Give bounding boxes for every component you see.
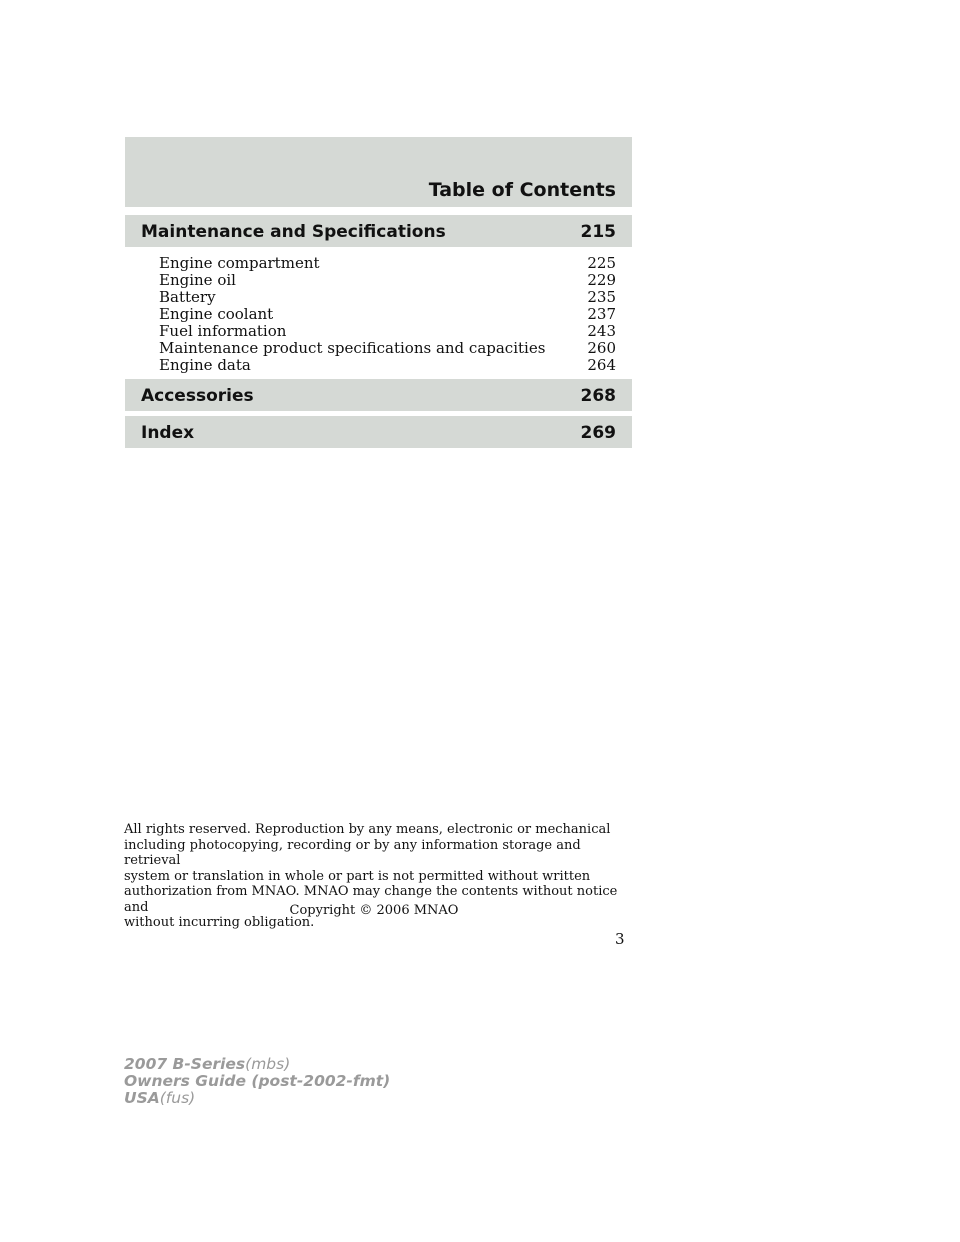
section-page-number: 268 xyxy=(580,386,616,406)
document-footer xyxy=(124,1056,390,1107)
entry-page-number: 264 xyxy=(587,356,616,374)
entry-page-number: 235 xyxy=(587,288,616,306)
footer-line-market xyxy=(124,1090,390,1107)
entry-label: Fuel information xyxy=(159,322,287,340)
copyright-line: including photocopying, recording or by any information storage and retrieval xyxy=(124,837,581,868)
entry-page-number: 260 xyxy=(587,339,616,357)
copyright-line: without incurring obligation. xyxy=(124,915,315,930)
entry-label: Engine compartment xyxy=(159,254,320,272)
section-title: Maintenance and Specifications xyxy=(141,222,446,242)
toc-entry[interactable] xyxy=(159,323,616,340)
entry-page-number: 243 xyxy=(587,322,616,340)
section-title: Index xyxy=(141,423,195,443)
page-title: Table of Contents xyxy=(428,179,616,201)
entry-label: Engine data xyxy=(159,356,251,374)
page-number: 3 xyxy=(615,930,625,948)
toc-entry[interactable] xyxy=(159,289,616,306)
footer-market: USA xyxy=(124,1089,160,1107)
copyright-notice: Copyright © 2006 MNAO xyxy=(289,903,459,918)
toc-entry[interactable] xyxy=(159,255,616,272)
toc-header-bar xyxy=(125,137,632,207)
section-title: Accessories xyxy=(141,386,254,406)
entry-label: Maintenance product specifications and capacities xyxy=(159,339,546,357)
toc-section-index[interactable] xyxy=(125,416,632,448)
entry-label: Engine oil xyxy=(159,271,236,289)
toc-entry[interactable] xyxy=(159,357,616,374)
toc-entry[interactable] xyxy=(159,272,616,289)
section-page-number: 269 xyxy=(580,423,616,443)
toc-section-accessories[interactable] xyxy=(125,379,632,411)
entry-label: Battery xyxy=(159,288,216,306)
footer-model: 2007 B-Series xyxy=(124,1055,246,1073)
copyright-line: authorization from MNAO. MNAO may change the contents without notice and xyxy=(124,884,618,915)
toc-entry[interactable] xyxy=(159,340,616,357)
copyright-line: All rights reserved. Reproduction by any means, electronic or mechanical xyxy=(124,822,611,837)
toc-entry-list xyxy=(159,255,616,374)
toc-entry[interactable] xyxy=(159,306,616,323)
section-page-number: 215 xyxy=(580,222,616,242)
toc-section-maintenance[interactable] xyxy=(125,215,632,247)
footer-line-model xyxy=(124,1056,390,1073)
entry-page-number: 229 xyxy=(587,271,616,289)
footer-model-code: (mbs) xyxy=(245,1055,291,1073)
copyright-line: system or translation in whole or part is not permitted without written xyxy=(124,868,591,884)
entry-page-number: 225 xyxy=(587,254,616,272)
footer-guide: Owners Guide (post-2002-fmt) xyxy=(124,1072,391,1090)
entry-page-number: 237 xyxy=(587,305,616,323)
footer-line-guide xyxy=(124,1073,390,1090)
entry-label: Engine coolant xyxy=(159,305,274,323)
footer-market-code: (fus) xyxy=(159,1089,196,1107)
